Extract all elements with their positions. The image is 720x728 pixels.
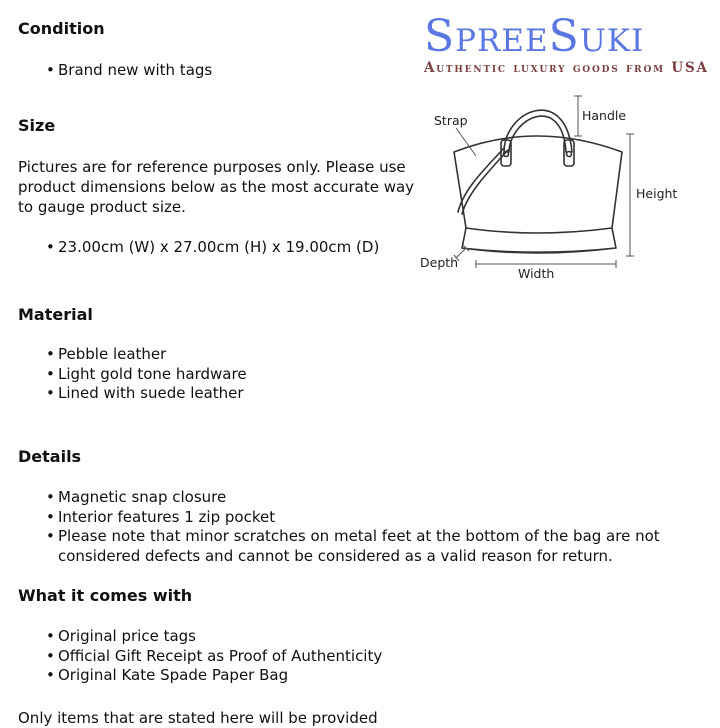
logo-tagline: Authentic luxury goods from USA (424, 60, 709, 76)
list-item: • Official Gift Receipt as Proof of Authenticity (18, 647, 382, 667)
details-list (18, 488, 718, 566)
list-item: • Original Kate Spade Paper Bag (18, 666, 382, 686)
bag-dimension-diagram (416, 88, 686, 288)
size-heading: Size (18, 116, 56, 135)
comes-with-list (18, 627, 382, 686)
strap-label: Strap (434, 113, 468, 128)
list-item: • Interior features 1 zip pocket (18, 508, 718, 528)
comes-with-heading: What it comes with (18, 586, 193, 605)
size-note: Pictures are for reference purposes only. Please use product dimensions below as the most accurate way to gauge product size. (18, 158, 415, 216)
condition-list (18, 61, 212, 81)
logo-title: SpreeSuki (424, 11, 645, 62)
size-list (18, 238, 379, 258)
width-label: Width (518, 266, 555, 281)
list-item: • Please note that minor scratches on metal feet at the bottom of the bag are not considered defects and cannot be considered as a valid reason for return. (18, 527, 718, 566)
list-item: • Lined with suede leather (18, 384, 247, 404)
list-item: • Light gold tone hardware (18, 365, 247, 385)
height-label: Height (636, 186, 678, 201)
details-heading: Details (18, 447, 82, 466)
list-item: • Original price tags (18, 627, 382, 647)
spreesuki-logo (424, 12, 720, 76)
material-heading: Material (18, 305, 93, 324)
footer-note: Only items that are stated here will be provided (18, 709, 378, 727)
handle-label: Handle (582, 108, 627, 123)
condition-heading: Condition (18, 19, 105, 38)
list-item: • Magnetic snap closure (18, 488, 718, 508)
depth-label: Depth (420, 255, 459, 270)
list-item: • Pebble leather (18, 345, 247, 365)
list-item: • Brand new with tags (18, 61, 212, 81)
material-list (18, 345, 247, 404)
list-item: • 23.00cm (W) x 27.00cm (H) x 19.00cm (D) (18, 238, 379, 258)
